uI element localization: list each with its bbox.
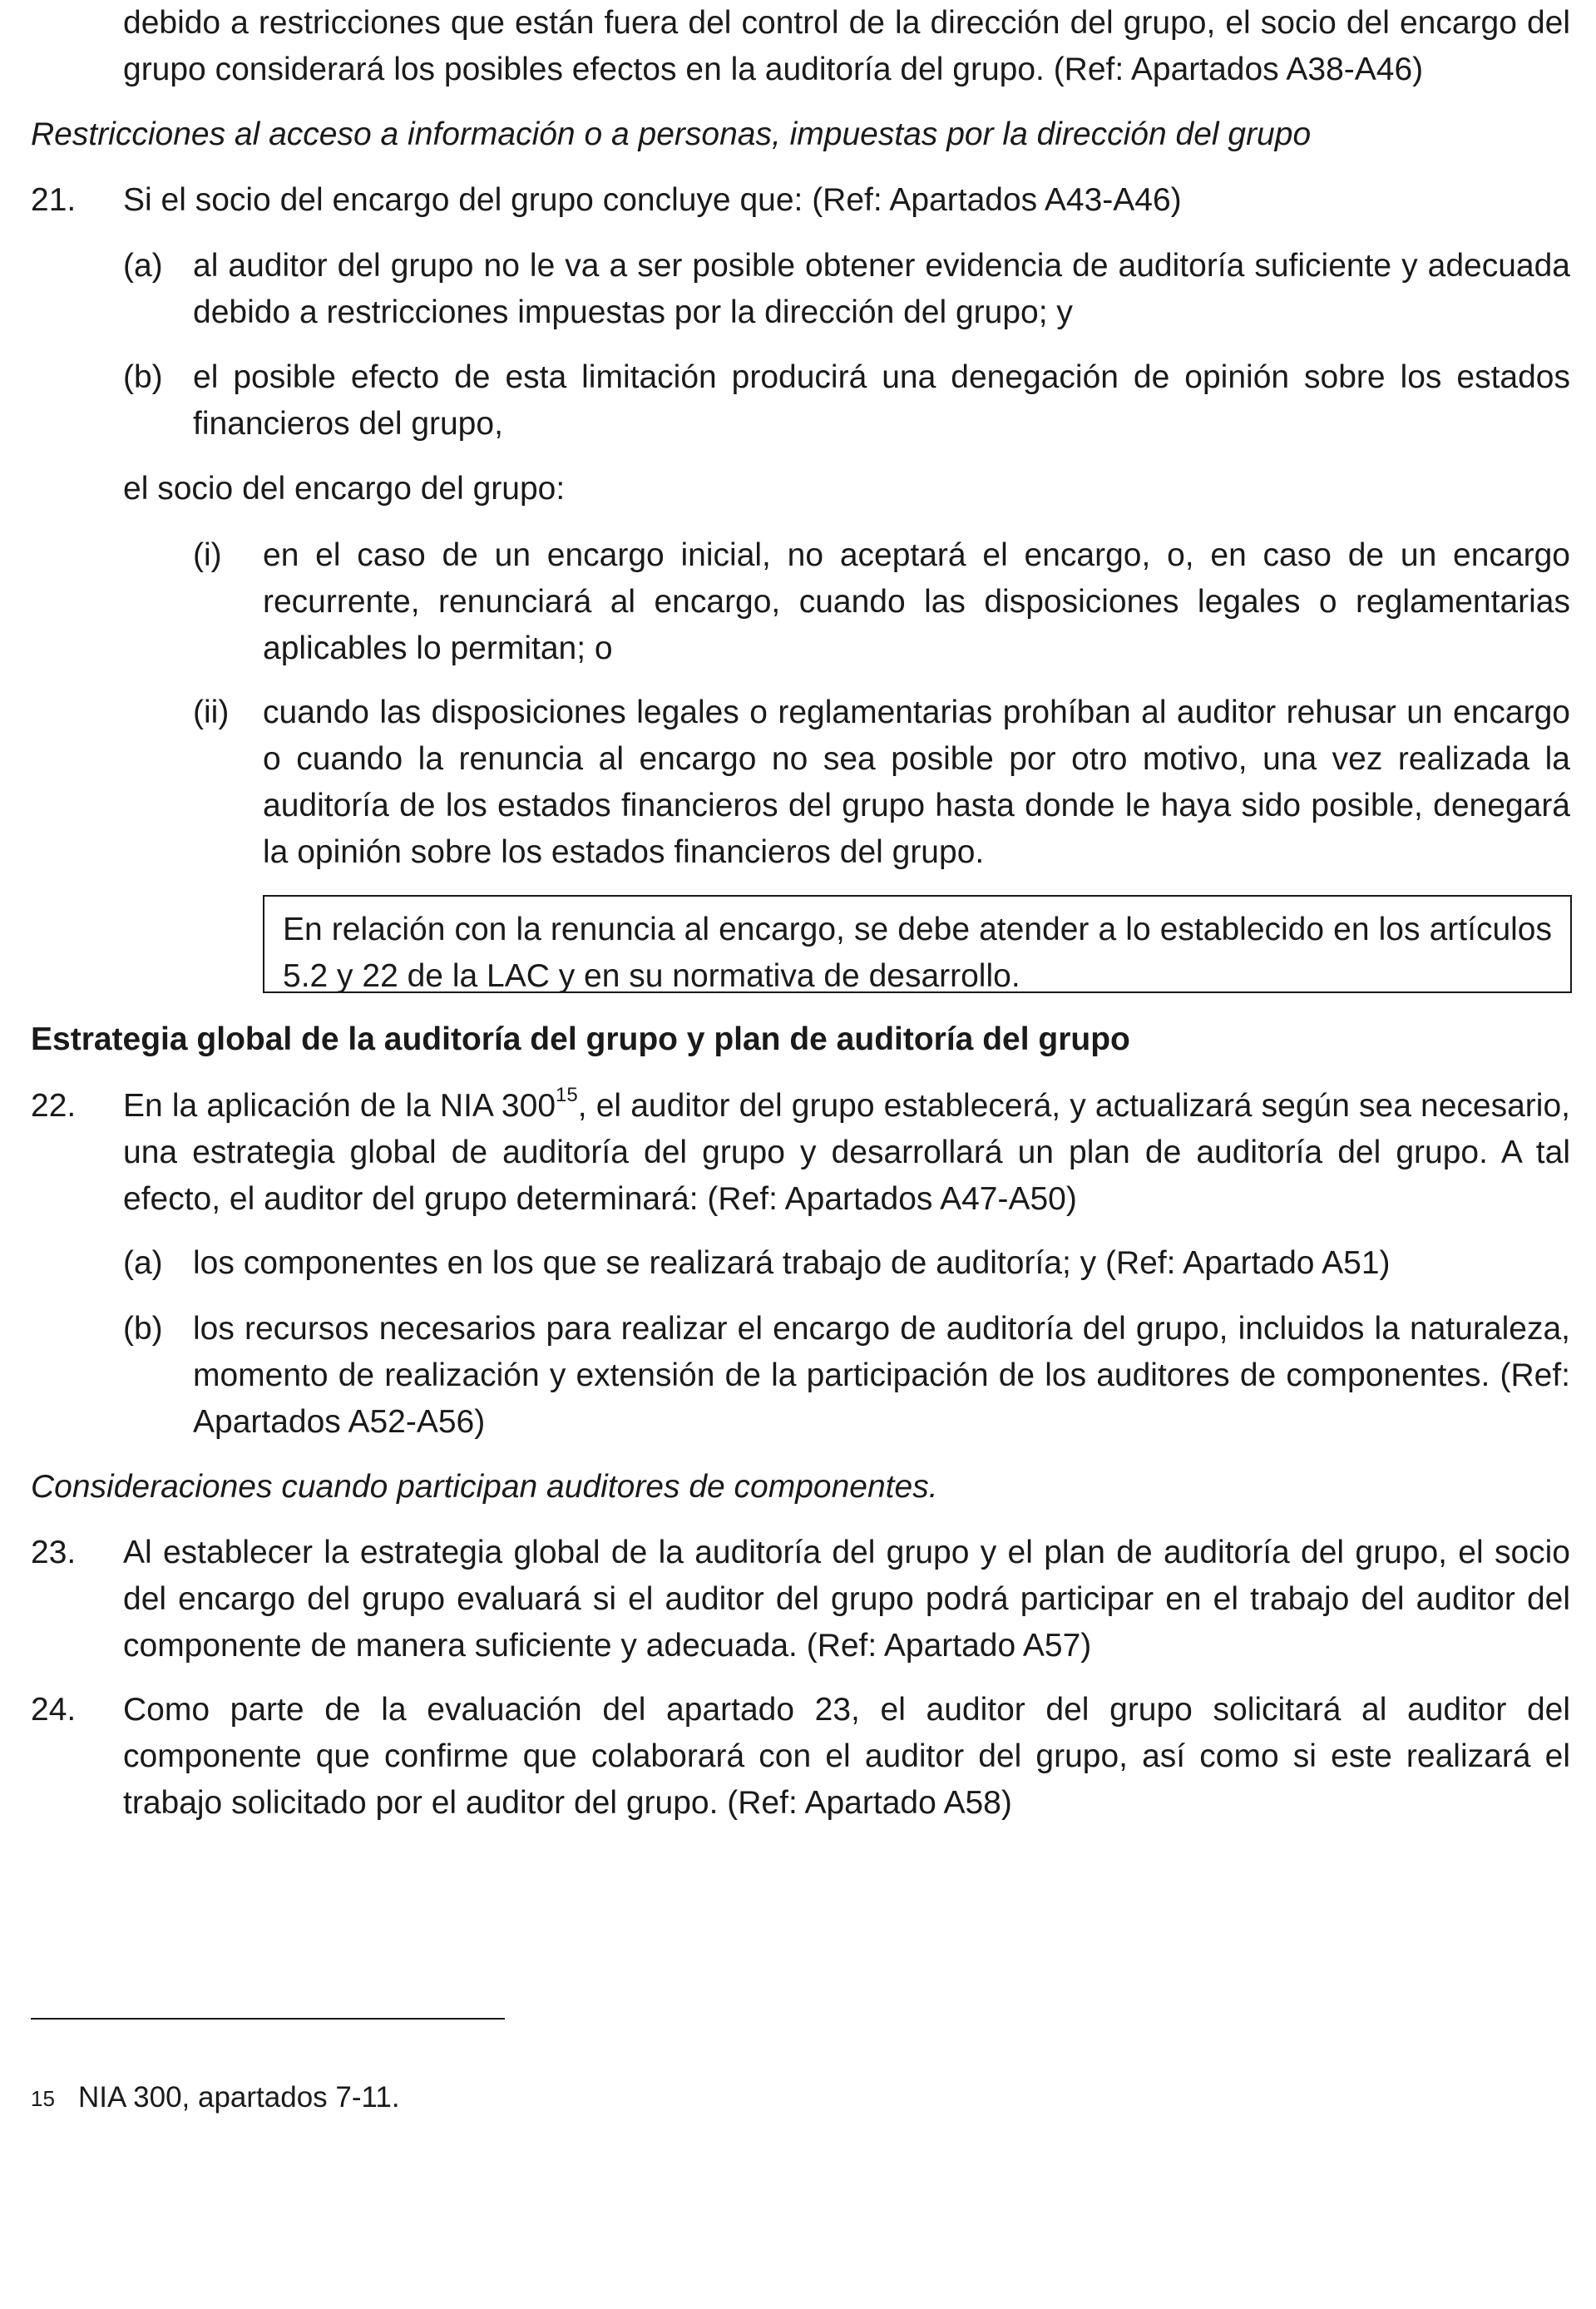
paragraph-21-text: Si el socio del encargo del grupo concluye que: (Ref: Apartados A43-A46) (123, 182, 1182, 218)
paragraph-24-text: Como parte de la evaluación del apartado 23, el auditor del grupo solicitará al auditor del componente que confirme que colaborará con el auditor del grupo, así como si este realizará el trabajo solicitado por el auditor del grupo. (Ref: Apartado A58) (123, 1692, 1570, 1821)
footnote-text: NIA 300, apartados 7-11. (78, 2081, 400, 2114)
continuation-paragraph: debido a restricciones que están fuera del control de la dirección del grupo, el socio del encargo del grupo considerará los posibles efectos en la auditoría del grupo. (Ref: Apartados A38-A46) (123, 5, 1570, 87)
paragraph-number-24: 24. (31, 1692, 77, 1728)
item-label-21b: (b) (123, 359, 163, 395)
section-heading-estrategia: Estrategia global de la auditoría del grupo y plan de auditoría del grupo (31, 1021, 1130, 1057)
item-label-22a: (a) (123, 1245, 163, 1281)
paragraph-number-23: 23. (31, 1535, 77, 1570)
footnote-separator (31, 2018, 505, 2020)
paragraph-22-text (123, 1083, 1570, 1223)
item-text-22b: los recursos necesarios para realizar el encargo de auditoría del grupo, incluidos la naturaleza, momento de realización y extensión de la participación de los auditores de componentes. (Ref: Apartados A52-A56) (193, 1311, 1570, 1440)
paragraph-number-21: 21. (31, 182, 77, 218)
footnote-ref-15[interactable]: 15 (556, 1084, 578, 1106)
item-label-22b: (b) (123, 1311, 163, 1347)
item-text-21b: el posible efecto de esta limitación producirá una denegación de opinión sobre los estados financieros del grupo, (193, 359, 1570, 442)
section-heading-restricciones: Restricciones al acceso a información o a personas, impuestas por la dirección del grupo (31, 116, 1312, 152)
paragraph-22-text-start: En la aplicación de la NIA 300 (123, 1088, 556, 1124)
callout-box (263, 895, 1572, 993)
item-label-21a: (a) (123, 248, 163, 284)
callout-text: En relación con la renuncia al encargo, se debe atender a lo establecido en los artículos 5.2 y 22 de la LAC y en su normativa de desarrollo. (283, 912, 1552, 994)
paragraph-23-text: Al establecer la estrategia global de la auditoría del grupo y el plan de auditoría del grupo, el socio del encargo del grupo evaluará si el auditor del grupo podrá participar en el trabajo del auditor del componente de manera suficiente y adecuada. (Ref: Apartado A57) (123, 1535, 1570, 1664)
subitem-label-ii: (ii) (193, 695, 230, 730)
footnote-number: 15 (31, 2086, 55, 2111)
subitem-text-i: en el caso de un encargo inicial, no aceptará el encargo, o, en caso de un encargo recurrente, renunciará al encargo, cuando las disposiciones legales o reglamentarias aplicables lo permitan; o (263, 537, 1570, 666)
paragraph-21-lead: el socio del encargo del grupo: (123, 471, 566, 507)
item-text-21a: al auditor del grupo no le va a ser posible obtener evidencia de auditoría suficiente y adecuada debido a restricciones impuestas por la dirección del grupo; y (193, 248, 1570, 330)
subitem-text-ii: cuando las disposiciones legales o reglamentarias prohíban al auditor rehusar un encargo o cuando la renuncia al encargo no sea posible por otro motivo, una vez realizada la auditoría de los estados financieros del grupo hasta donde le haya sido posible, denegará la opinión sobre los estados financieros del grupo. (263, 695, 1570, 870)
section-heading-consideraciones: Consideraciones cuando participan auditores de componentes. (31, 1469, 938, 1505)
subitem-label-i: (i) (193, 537, 222, 573)
item-text-22a: los componentes en los que se realizará trabajo de auditoría; y (Ref: Apartado A51) (193, 1245, 1391, 1281)
paragraph-number-22: 22. (31, 1088, 77, 1124)
paragraph-22-text-end: , el auditor del grupo establecerá, y actualizará según sea necesario, una estrategia global de auditoría del grupo y desarrollará un plan de auditoría del grupo. A tal efecto, el auditor del grupo determinará: (Ref: Apartados A47-A50) (123, 1088, 1570, 1217)
